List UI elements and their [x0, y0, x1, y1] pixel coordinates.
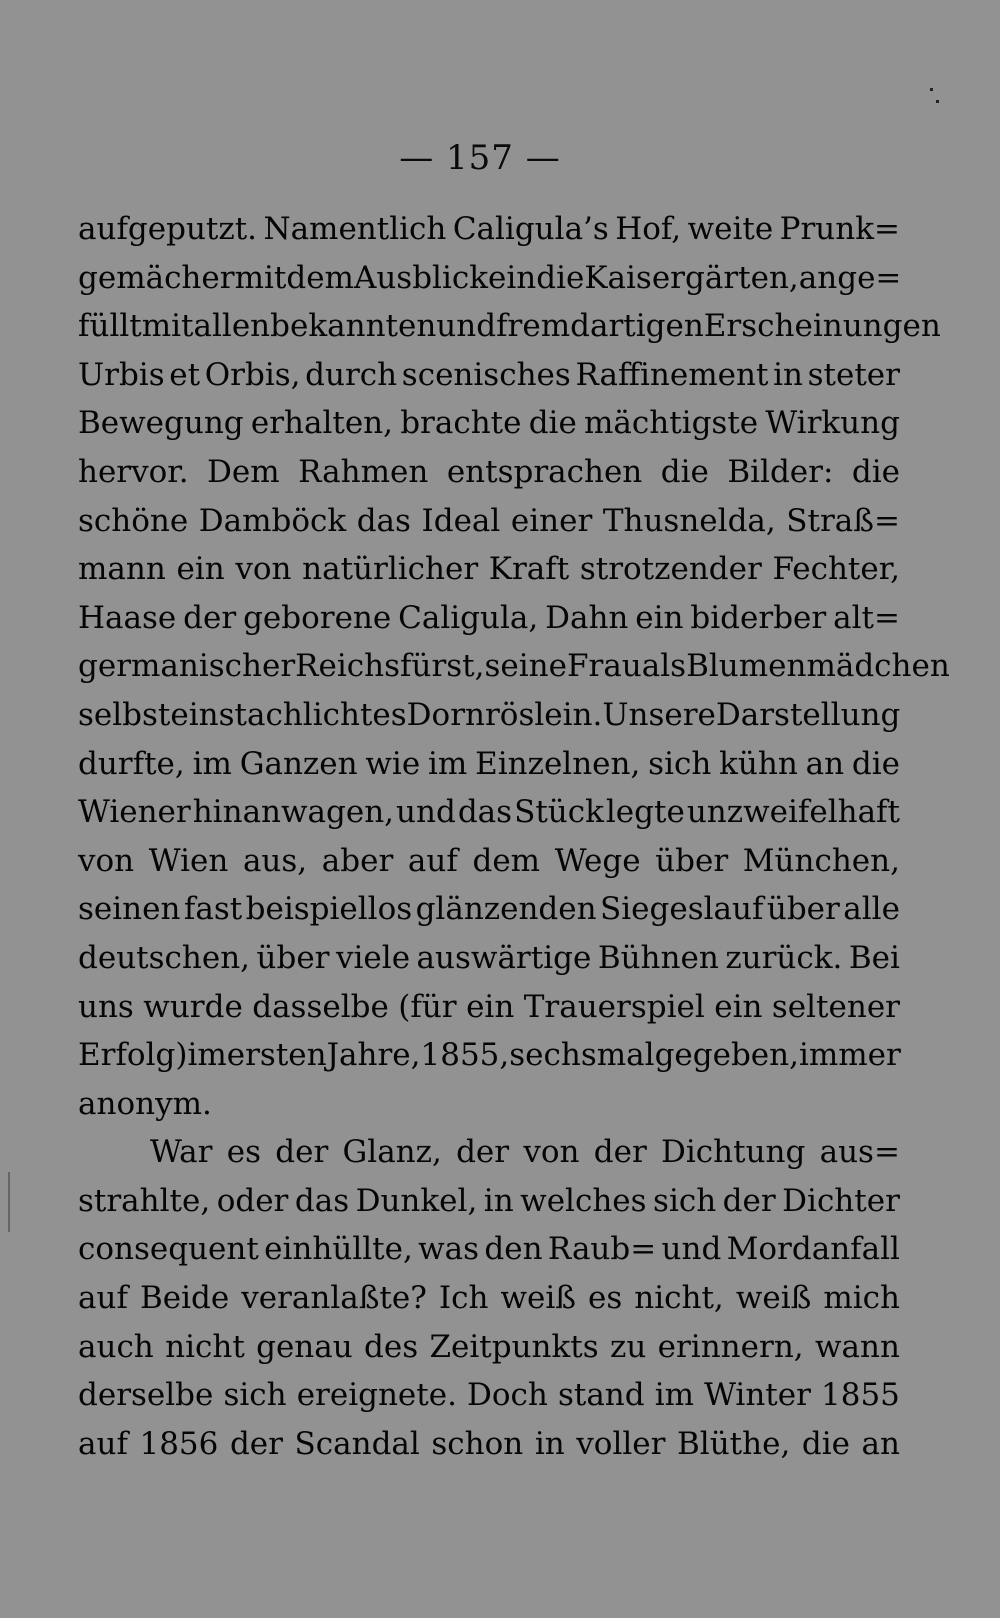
word: auch	[78, 1328, 154, 1365]
word: von	[523, 1134, 580, 1171]
word: ein	[176, 551, 225, 588]
word: im	[654, 1377, 695, 1414]
word: glänzenden	[415, 891, 597, 928]
word: und	[396, 794, 456, 831]
word: derselbe	[78, 1377, 214, 1414]
word: Bei	[848, 939, 900, 976]
word: die	[660, 453, 709, 490]
word: Bühnen	[597, 939, 719, 976]
text-line	[78, 1031, 900, 1080]
text-line	[78, 1225, 900, 1274]
word: mit	[141, 308, 194, 345]
word: Bilder:	[727, 453, 834, 490]
word: Siegeslauf	[600, 891, 764, 928]
text-line	[78, 1177, 900, 1226]
word: mich	[823, 1280, 900, 1317]
word: sich	[653, 1182, 717, 1219]
word: Wien	[148, 842, 229, 879]
word: schon	[431, 1425, 524, 1462]
word: an	[861, 1425, 900, 1462]
word: schöne	[78, 502, 189, 539]
word: Haase	[78, 599, 177, 636]
word: einhüllte,	[264, 1231, 413, 1268]
word: natürlicher	[302, 551, 479, 588]
word: an	[805, 745, 845, 782]
word: im	[192, 745, 232, 782]
word: nicht,	[634, 1280, 724, 1317]
word: Dichtung	[661, 1134, 806, 1171]
word: fremdartigen	[496, 308, 704, 345]
text-line	[78, 642, 950, 691]
word: gemächer	[78, 259, 235, 296]
word: legte	[605, 794, 685, 831]
word: es	[226, 1134, 261, 1171]
word: der	[183, 599, 237, 636]
word: über	[256, 939, 330, 976]
word: et	[169, 356, 201, 393]
word: Dichter	[782, 1182, 900, 1219]
text-line	[78, 1323, 900, 1372]
word: auf	[78, 1425, 128, 1462]
word: Fechter,	[772, 551, 900, 588]
word: im	[427, 745, 468, 782]
text-line	[78, 594, 900, 643]
word: das	[294, 1182, 350, 1219]
word: Orbis,	[204, 356, 301, 393]
word: zurück.	[725, 939, 843, 976]
word: ein	[170, 696, 219, 733]
text-line	[78, 691, 900, 740]
word: Rahmen	[298, 453, 429, 490]
word: durch	[305, 356, 398, 393]
word: bekannten	[270, 308, 437, 345]
text-line	[78, 1274, 900, 1323]
word: der	[456, 1134, 510, 1171]
word: ein	[635, 599, 684, 636]
word: des	[364, 1328, 419, 1365]
word: auf	[407, 842, 458, 879]
speck	[930, 88, 933, 91]
word: strotzender	[579, 551, 762, 588]
word: (für	[398, 988, 457, 1025]
word: Doch	[467, 1377, 548, 1414]
word: der	[722, 1182, 776, 1219]
word: Namentlich	[263, 211, 447, 247]
word: mann	[78, 551, 166, 588]
word: alle	[843, 891, 900, 928]
word: entsprachen	[446, 453, 643, 490]
word: von	[235, 551, 292, 588]
word: füllt	[78, 308, 142, 345]
word: Wiener	[78, 794, 191, 831]
word: Urbis	[78, 356, 165, 393]
word: Dahn	[545, 599, 629, 636]
word: stachlichtes	[218, 696, 407, 733]
speck	[936, 100, 939, 103]
word: dem	[472, 842, 541, 879]
word: consequent	[78, 1231, 259, 1268]
word: strahlte,	[78, 1182, 211, 1219]
word: Erfolg)	[78, 1037, 188, 1074]
word: wann	[814, 1328, 900, 1365]
word: das	[457, 794, 513, 831]
word: Kaisergärten,	[584, 259, 799, 296]
word: in	[506, 259, 537, 296]
word: Stück	[514, 794, 604, 831]
word: 1855	[821, 1377, 900, 1414]
word: alt=	[833, 599, 900, 636]
word: sechsmal	[509, 1037, 655, 1074]
word: nicht	[165, 1328, 245, 1365]
word: einer	[510, 502, 593, 539]
word: scenisches	[401, 356, 571, 393]
word: dasselbe	[252, 988, 389, 1025]
word: der	[229, 1425, 283, 1462]
word: mächtigste	[584, 405, 759, 442]
word: Einzelnen,	[475, 745, 641, 782]
word: es	[587, 1280, 623, 1317]
word: Mordanfall	[726, 1231, 900, 1268]
word: weiß	[735, 1280, 812, 1317]
word: die	[536, 259, 585, 296]
word: ereignete.	[296, 1377, 457, 1414]
word: was	[418, 1231, 480, 1268]
word: Trauerspiel	[523, 988, 705, 1025]
word: seine	[484, 648, 567, 685]
word: Winter	[704, 1377, 811, 1414]
word: der	[275, 1134, 329, 1171]
word: Reichsfürst,	[295, 648, 485, 685]
word: aber	[321, 842, 394, 879]
word: Glanz,	[342, 1134, 442, 1171]
word: sich	[223, 1377, 287, 1414]
text-line	[78, 351, 900, 400]
word: aus,	[242, 842, 308, 879]
word: gegeben,	[654, 1037, 799, 1074]
body-text	[78, 205, 950, 1468]
word: viele	[336, 939, 411, 976]
word: Beide	[139, 1280, 230, 1317]
word: zu	[610, 1328, 647, 1365]
word: uns	[78, 988, 134, 1025]
text-line	[78, 788, 900, 837]
word: erinnern,	[657, 1328, 804, 1365]
word: veranlaßte?	[241, 1280, 427, 1317]
word: die	[851, 745, 900, 782]
word: hinanwagen,	[192, 794, 395, 831]
word: über	[766, 891, 840, 928]
word: War	[150, 1134, 213, 1171]
word: Thusnelda,	[602, 502, 776, 539]
word: auf	[78, 1280, 128, 1317]
word: die	[851, 453, 900, 490]
text-line	[78, 740, 900, 789]
text-line	[78, 399, 900, 448]
word: den	[484, 1231, 543, 1268]
text-line	[78, 254, 900, 303]
word: Frau	[566, 648, 642, 685]
word: genau	[256, 1328, 353, 1365]
word: 1855,	[420, 1037, 510, 1074]
word: auswärtige	[416, 939, 592, 976]
text-line	[78, 983, 900, 1032]
text-line	[78, 497, 900, 546]
word: von	[78, 842, 135, 879]
word: Hof,	[615, 211, 682, 247]
text-line	[78, 837, 900, 886]
word: Erscheinungen	[703, 308, 941, 345]
word: immer	[798, 1037, 901, 1074]
word: Unsere	[602, 696, 716, 733]
text-line	[78, 448, 900, 497]
word: Caligula,	[398, 599, 539, 636]
word: die	[801, 1425, 850, 1462]
word: Jahre,	[326, 1037, 421, 1074]
word: Prunk=	[779, 211, 900, 247]
word: Blumenmädchen	[686, 648, 950, 685]
word: Blüthe,	[677, 1425, 791, 1462]
word: und	[436, 308, 497, 345]
word: seinen	[78, 891, 181, 928]
word: seltener	[771, 988, 900, 1025]
word: weite	[687, 211, 774, 247]
word: Raub=	[547, 1231, 657, 1268]
word: das	[356, 502, 411, 539]
word: und	[661, 1231, 722, 1268]
word: dem	[286, 259, 354, 296]
word: über	[655, 842, 729, 879]
word: brachte	[400, 405, 522, 442]
word: fast	[183, 891, 243, 928]
word: München,	[742, 842, 900, 879]
word: geborene	[243, 599, 392, 636]
word: ein	[466, 988, 515, 1025]
word: in	[534, 1425, 565, 1462]
word: Caligula’s	[452, 211, 609, 247]
word: allen	[193, 308, 271, 345]
word: Darstellung	[715, 696, 901, 733]
word: Kraft	[488, 551, 570, 588]
word: Wirkung	[765, 405, 900, 442]
word: mit	[234, 259, 287, 296]
word: aus=	[819, 1134, 900, 1171]
word: biderber	[690, 599, 827, 636]
text-line	[78, 1420, 900, 1469]
word: 1856	[139, 1425, 219, 1462]
word: Zeitpunkts	[429, 1328, 599, 1365]
word: Dunkel,	[355, 1182, 478, 1219]
word: ersten	[226, 1037, 327, 1074]
word: Dornröslein.	[406, 696, 603, 733]
page-number: — 157 —	[399, 138, 561, 178]
word: kühn	[719, 745, 798, 782]
word: im	[187, 1037, 227, 1074]
text-line	[78, 1371, 900, 1420]
text-line	[78, 885, 900, 934]
text-line	[78, 1128, 900, 1177]
word: erhalten,	[250, 405, 393, 442]
word: Ich	[438, 1280, 489, 1317]
word: der	[593, 1134, 647, 1171]
word: welches	[520, 1182, 647, 1219]
word: aufgeputzt.	[78, 211, 258, 247]
word: in	[483, 1182, 514, 1219]
word: als	[641, 648, 687, 685]
word: Straß=	[786, 502, 900, 539]
word: stand	[557, 1377, 645, 1414]
word: Ganzen	[239, 745, 358, 782]
word: Ideal	[421, 502, 501, 539]
word: wie	[365, 745, 421, 782]
word: Bewegung	[78, 405, 244, 442]
word: deutschen,	[78, 939, 251, 976]
word: steter	[807, 356, 900, 393]
word: germanischer	[78, 648, 296, 685]
word: durfte,	[78, 745, 185, 782]
margin-mark	[8, 1172, 10, 1232]
word: unzweifelhaft	[686, 794, 900, 831]
text-line: anonym.	[78, 1085, 212, 1122]
word: Scandal	[294, 1425, 420, 1462]
word: wurde	[143, 988, 243, 1025]
word: beispiellos	[245, 891, 413, 928]
word: weiß	[500, 1280, 576, 1317]
word: Damböck	[198, 502, 347, 539]
word: Ausblicke	[353, 259, 507, 296]
word: ange=	[798, 259, 902, 296]
text-line	[78, 302, 941, 351]
word: Raffinement	[575, 356, 769, 393]
word: ein	[714, 988, 763, 1025]
word: selbst	[78, 696, 171, 733]
word: sich	[648, 745, 712, 782]
text-line	[78, 545, 900, 594]
word: Dem	[207, 453, 280, 490]
word: hervor.	[78, 453, 189, 490]
word: in	[773, 356, 803, 393]
word: Wege	[554, 842, 641, 879]
word: voller	[576, 1425, 666, 1462]
word: oder	[216, 1182, 289, 1219]
text-line	[78, 205, 900, 254]
text-line	[78, 934, 900, 983]
word: die	[528, 405, 577, 442]
